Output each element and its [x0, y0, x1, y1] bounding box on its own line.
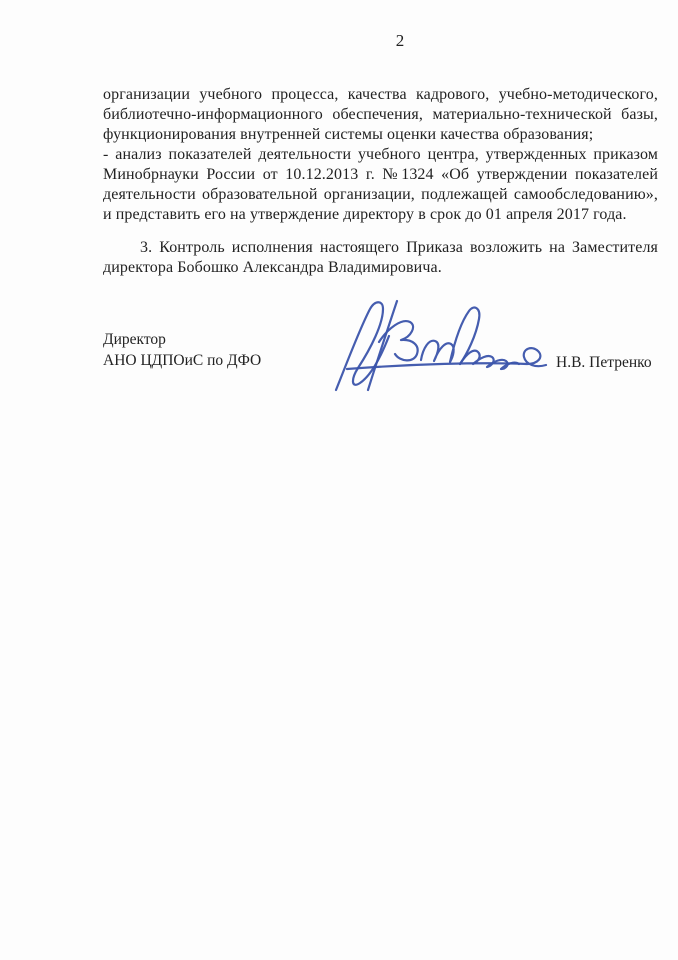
paragraph-1 [103, 85, 658, 145]
document-body [103, 85, 658, 278]
signer-position-line-1: Директор [103, 331, 166, 348]
paragraph-2-line-1: - анализ показателей деятельности учебного центра, утвержденных приказом [103, 146, 658, 163]
paragraph-2-line-2: Минобрнауки России от 10.12.2013 г. №1324 «Об утверждении показателей [103, 166, 658, 183]
paragraph-1-line-1: организации учебного процесса, качества кадрового, учебно-методического, [103, 86, 658, 103]
signature-stroke [460, 351, 519, 369]
paragraph-2 [103, 145, 658, 225]
paragraph-3-line-2: директора Бобошко Александра Владимировича. [103, 259, 442, 276]
paragraph-3-line-1: 3. Контроль исполнения настоящего Приказа возложить на Заместителя [140, 239, 658, 256]
signature-underline-stroke [347, 348, 546, 369]
paragraph-1-line-3: функционирования внутренней системы оценки качества образования; [103, 126, 594, 143]
signer-name: Н.В. Петренко [556, 354, 652, 371]
paragraph-2-line-4: и представить его на утверждение директору в срок до 01 апреля 2017 года. [103, 206, 627, 223]
paragraph-2-line-3: деятельности образовательной организации, подлежащей самообследованию», [103, 186, 658, 203]
handwritten-signature-icon [322, 296, 554, 398]
signer-position-line-2: АНО ЦДПОиС по ДФО [103, 352, 262, 369]
page-number: 2 [395, 31, 405, 50]
paragraph-1-line-2: библиотечно-информационного обеспечения, материально-технической базы, [103, 106, 658, 123]
signer-position-block [103, 329, 261, 371]
paragraph-3 [103, 238, 658, 278]
signature-stroke [421, 308, 479, 364]
